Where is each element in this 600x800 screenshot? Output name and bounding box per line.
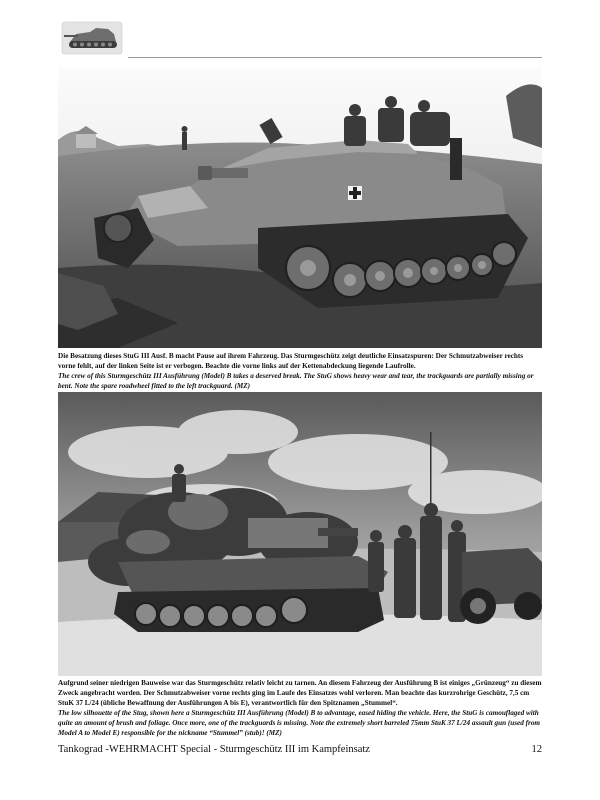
photo2-caption-english: The low silhouette of the Stug, shown here a Sturmgeschütz III Ausführung (Model) B to advantage, eased hiding the vehicle. Here, the StuG is camouflaged with quite an amount of brush and foliage. Once more, one of the trackguards is missing. Note the extremely short barreled 75mm StuK 37 L/24 assault gun (used from Model A to Model E) responsible for the nickname “Stummel” (stub)! (MZ): [58, 709, 541, 738]
photo1-caption: [58, 351, 542, 391]
photo-camouflaged-stug-b: [58, 392, 542, 676]
photo1-caption-english: The crew of this Sturmgeschütz III Ausführung (Model) B takes a deserved break. The StuG shows heavy wear and tear, the trackguards are partially missing or bent. Note the spare roadwheel fitted to the left trackguard. (MZ): [58, 372, 534, 391]
photo1-caption-german: Die Besatzung dieses StuG III Ausf. B macht Pause auf ihrem Fahrzeug. Das Sturmgeschütz zeigt deutliche Einsatzspuren: Der Schmutzabweiser rechts vorne fehlt, auf der linken Seite ist er verbogen. Beachte die vorne links auf der Kettenabdeckung liegende Laufrolle.: [58, 352, 524, 371]
photo-stug-b-crew-rest: [58, 68, 542, 348]
photo2-caption-german: Aufgrund seiner niedrigen Bauweise war das Sturmgeschütz relativ leicht zu tarnen. An diesem Fahrzeug der Ausführung B ist einiges „Grünzeug“ zu diesem Zweck angebracht worden. Der Schmutzabweiser vorne rechts ging im Laufe des Einsatzes wohl verloren. Man beachte das kurzrohrige Geschütz, 7,5 cm StuK 37 L/24 (übliche Bewaffnung der Ausführungen A bis E), verantwortlich für den Spitznamen „Stummel“.: [58, 679, 542, 708]
photo2-caption: [58, 678, 542, 739]
footer-title: Tankograd -WEHRMACHT Special - Sturmgeschütz III im Kampfeinsatz: [58, 744, 370, 755]
page-number: 12: [531, 744, 542, 755]
page-footer: [58, 744, 542, 755]
header-rule: [128, 57, 542, 58]
stug-silhouette-icon: [60, 20, 124, 56]
